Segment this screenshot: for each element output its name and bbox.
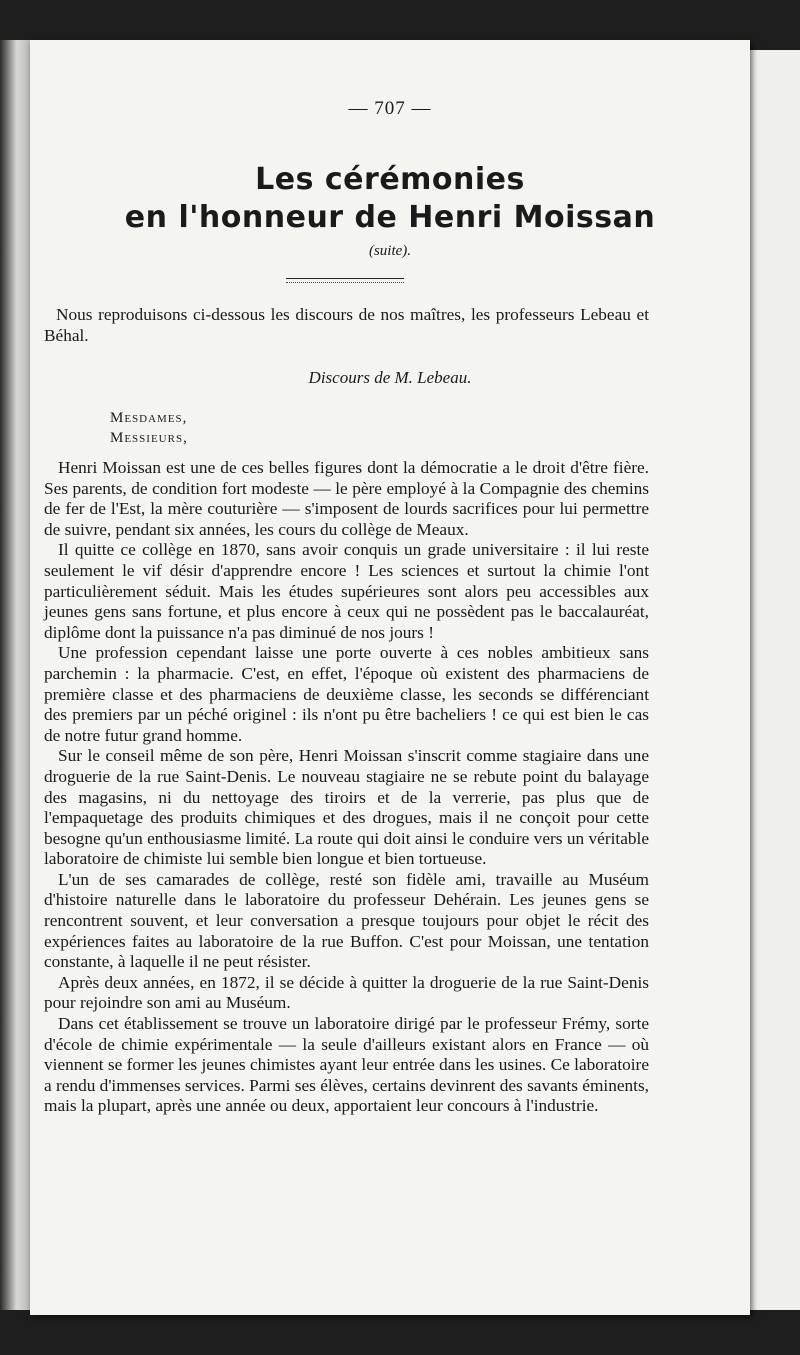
title-rule-dotted [286,282,404,283]
title-rule [286,278,404,279]
book-gutter [0,40,30,1310]
article-title-line-1: Les cérémonies [255,162,525,197]
salutation-mesdames: Mesdames, [110,410,188,426]
paragraph-2: Il quitte ce collège en 1870, sans avoir conquis un grade universitaire : il lui reste seulement le vif désir d'apprendre encore ! Les sciences et surtout la chimie l'ont particulièrement séduit. Mais les études supérieures sont alors peu accessibles aux jeunes gens sans fortune, et plus encore à ceux qui ne possèdent pas le baccalauréat, diplôme dont la puissance n'a pas diminué de nos jours ! [44,540,649,642]
paragraph-3: Une profession cependant laisse une porte ouverte à ces nobles ambitieux sans parchemin : la pharmacie. C'est, en effet, l'époque où existent des pharmaciens de première classe et des pharmaciens de deuxième classe, les seconds se différenciant des premiers par un péché originel : ils n'ont pu être bacheliers ! ce qui est bien le cas de notre futur grand homme. [44,643,649,745]
speech-body [44,458,649,1117]
paragraph-6: Après deux années, en 1872, il se décide à quitter la droguerie de la rue Saint-Denis pour rejoindre son ami au Muséum. [44,972,649,1013]
intro-paragraph: Nous reproduisons ci-dessous les discours de nos maîtres, les professeurs Lebeau et Béhal. [44,305,649,345]
article-subtitle: (suite). [368,243,412,259]
facing-page-edge [750,50,800,1310]
document-page [30,40,750,1315]
article-title-line-2: en l'honneur de Henri Moissan [124,200,656,235]
page-number: — 707 — [348,98,432,119]
paragraph-1: Henri Moissan est une de ces belles figures dont la démocratie a le droit d'être fière. Ses parents, de condition fort modeste — le père employé à la Compagnie des chemins de fer de l'Est, la mère couturière — s'imposent de lourds sacrifices pour lui permettre de suivre, pendant six années, les cours du collège de Meaux. [44,458,649,539]
section-heading: Discours de M. Lebeau. [308,368,472,387]
salutation-messieurs: Messieurs, [110,430,188,446]
paragraph-7: Dans cet établissement se trouve un laboratoire dirigé par le professeur Frémy, sorte d'école de chimie expérimentale — la seule d'ailleurs existant alors en France — où viennent se former les jeunes chimistes ayant leur entrée dans les usines. Ce laboratoire a rendu d'immenses services. Parmi ses élèves, certains devinrent des savants éminents, mais la plupart, après une année ou deux, apportaient leur concours à l'industrie. [44,1014,649,1116]
paragraph-5: L'un de ses camarades de collège, resté son fidèle ami, travaille au Muséum d'histoire naturelle dans le laboratoire du professeur Dehérain. Les jeunes gens se rencontrent souvent, et leur conversation a presque toujours pour objet le récit des expériences faites au laboratoire de la rue Buffon. C'est pour Moissan, une tentation constante, à laquelle il ne peut résister. [44,869,649,972]
paragraph-4: Sur le conseil même de son père, Henri Moissan s'inscrit comme stagiaire dans une droguerie de la rue Saint-Denis. Le nouveau stagiaire ne se rebute point du balayage des magasins, ni du nettoyage des tiroirs et de la verrerie, pas plus que de l'empaquetage des produits chimiques et des drogues, mais il ne conçoit pour cette besogne qu'un enthousiasme limité. La route qui doit ainsi le conduire vers un véritable laboratoire de chimiste lui semble bien longue et bien tortueuse. [44,746,649,869]
